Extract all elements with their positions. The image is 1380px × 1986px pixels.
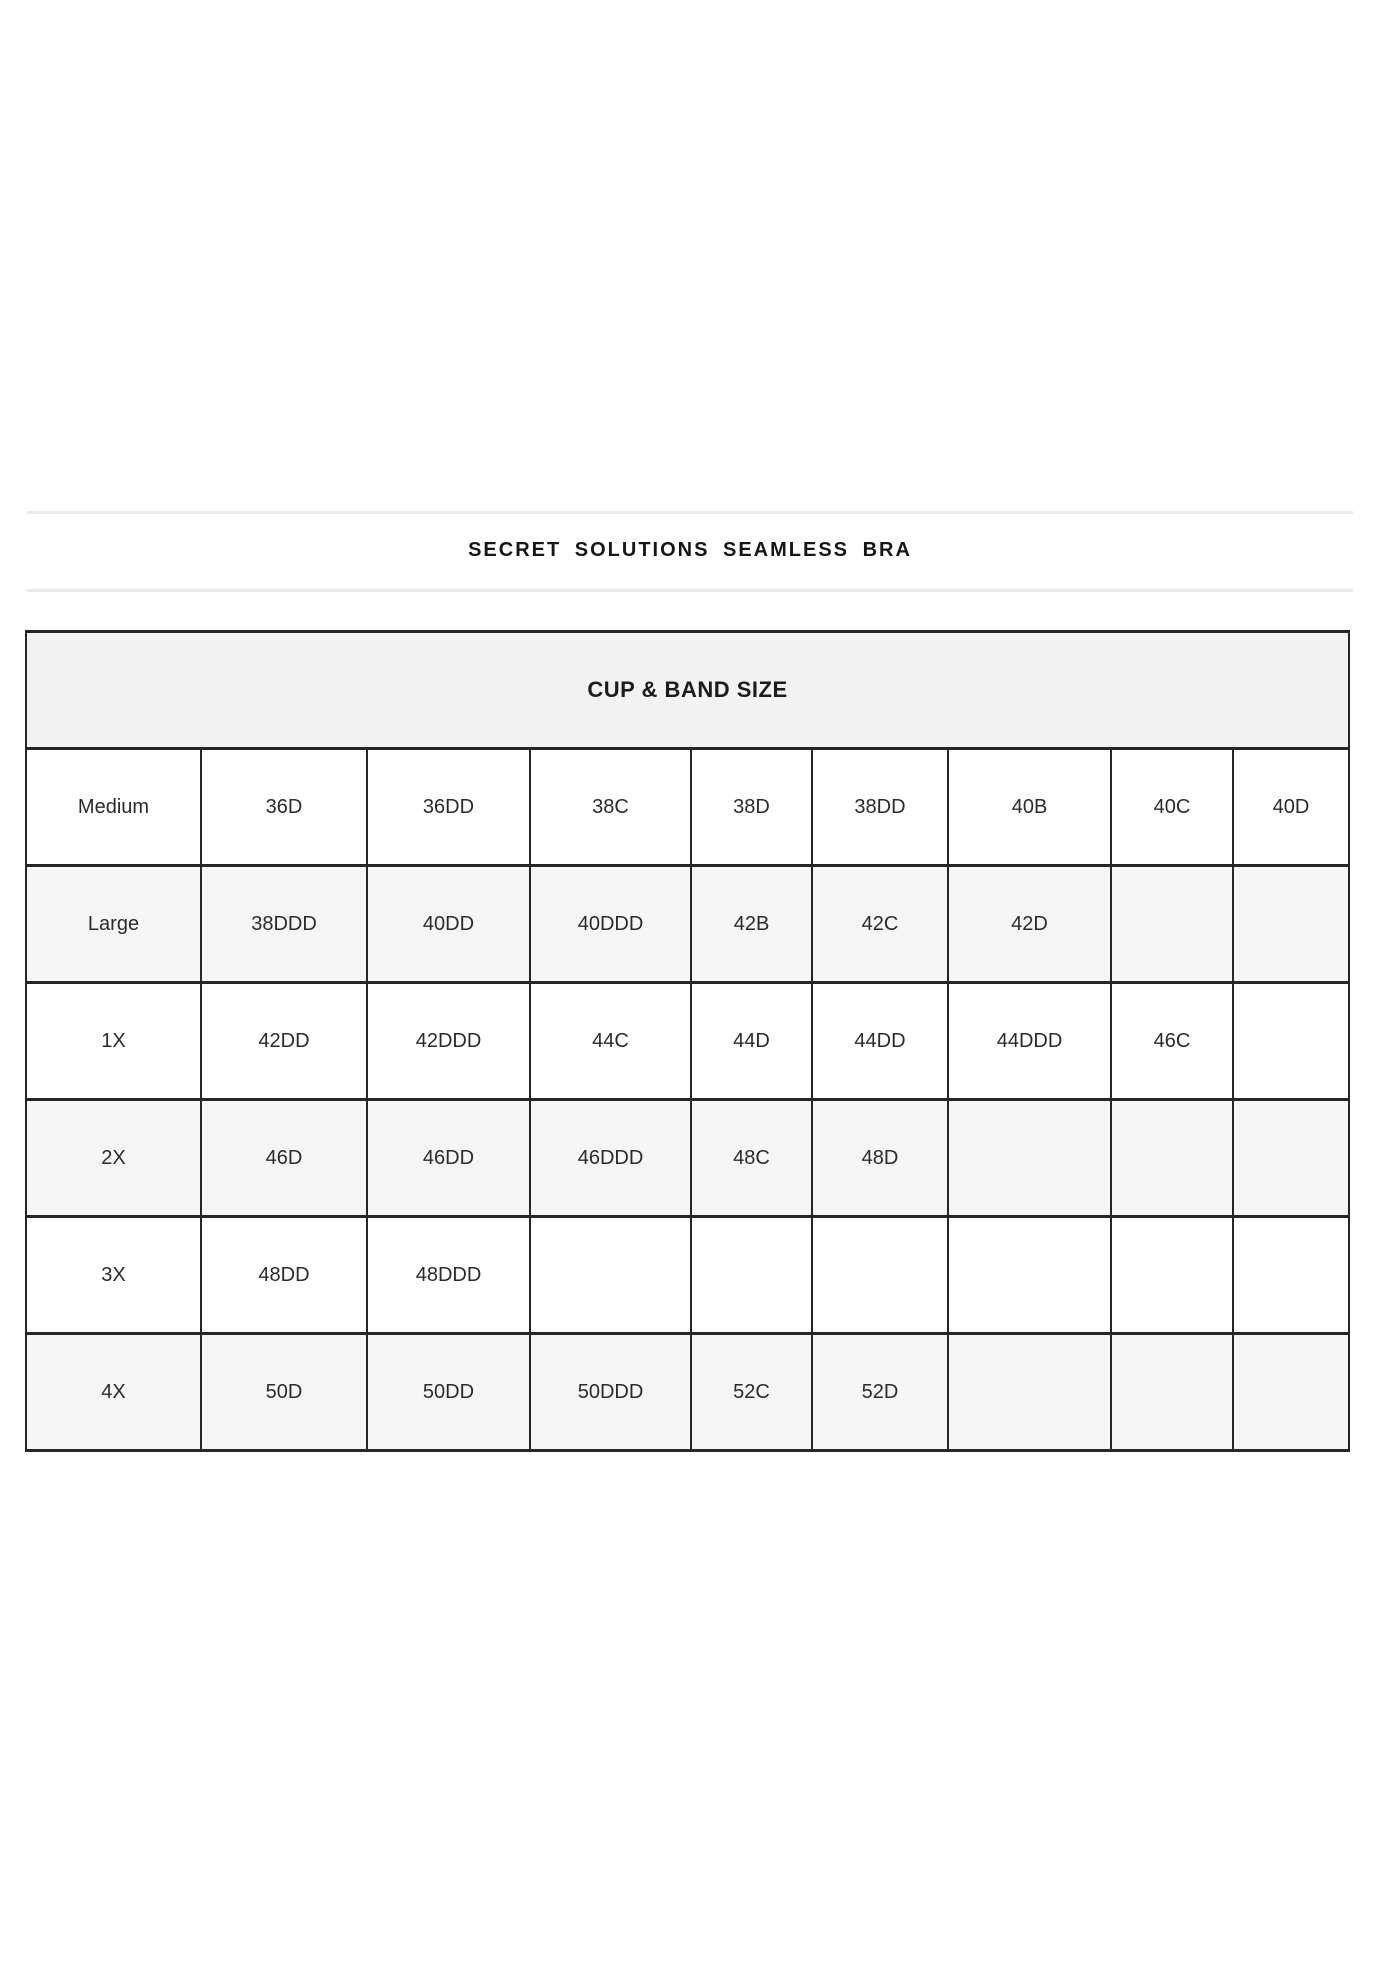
size-cell	[691, 1217, 812, 1334]
size-cell: 36D	[201, 749, 367, 866]
size-cell: 44DD	[812, 983, 948, 1100]
size-cell	[1111, 1217, 1233, 1334]
size-cell: 42C	[812, 866, 948, 983]
size-cell	[948, 1217, 1111, 1334]
table-row-2x	[26, 1100, 1349, 1217]
size-cell: 52C	[691, 1334, 812, 1451]
table-row-large	[26, 866, 1349, 983]
product-title: SECRET SOLUTIONS SEAMLESS BRA	[468, 539, 912, 561]
table-row-4x	[26, 1334, 1349, 1451]
size-cell	[948, 1100, 1111, 1217]
size-cell: 36DD	[367, 749, 530, 866]
size-row-label: 3X	[26, 1217, 201, 1334]
size-row-label: Medium	[26, 749, 201, 866]
table-header-row	[26, 632, 1349, 749]
size-row-label: 1X	[26, 983, 201, 1100]
size-cell: 52D	[812, 1334, 948, 1451]
size-cell: 50D	[201, 1334, 367, 1451]
size-cell: 38D	[691, 749, 812, 866]
size-cell: 40DD	[367, 866, 530, 983]
size-cell	[530, 1217, 691, 1334]
size-cell	[1111, 1334, 1233, 1451]
size-cell: 46D	[201, 1100, 367, 1217]
size-cell: 42DDD	[367, 983, 530, 1100]
size-cell	[1233, 1334, 1349, 1451]
size-cell: 44DDD	[948, 983, 1111, 1100]
size-cell: 42D	[948, 866, 1111, 983]
size-cell	[812, 1217, 948, 1334]
size-cell	[1111, 866, 1233, 983]
size-cell: 40D	[1233, 749, 1349, 866]
size-cell	[948, 1334, 1111, 1451]
size-cell: 40B	[948, 749, 1111, 866]
table-row-medium	[26, 749, 1349, 866]
size-cell: 42B	[691, 866, 812, 983]
size-cell	[1233, 1100, 1349, 1217]
size-cell: 50DDD	[530, 1334, 691, 1451]
size-cell	[1233, 1217, 1349, 1334]
table-row-3x	[26, 1217, 1349, 1334]
size-chart-table	[25, 630, 1350, 1452]
size-cell: 50DD	[367, 1334, 530, 1451]
size-cell: 48D	[812, 1100, 948, 1217]
size-chart-header: CUP & BAND SIZE	[26, 632, 1349, 749]
size-row-label: Large	[26, 866, 201, 983]
size-row-label: 2X	[26, 1100, 201, 1217]
size-cell: 42DD	[201, 983, 367, 1100]
size-cell: 38DD	[812, 749, 948, 866]
size-cell: 44D	[691, 983, 812, 1100]
size-cell: 46DD	[367, 1100, 530, 1217]
size-cell	[1111, 1100, 1233, 1217]
size-cell: 48C	[691, 1100, 812, 1217]
size-row-label: 4X	[26, 1334, 201, 1451]
size-cell: 48DD	[201, 1217, 367, 1334]
size-cell: 46DDD	[530, 1100, 691, 1217]
size-cell: 40C	[1111, 749, 1233, 866]
size-cell: 38C	[530, 749, 691, 866]
divider-line-top	[27, 511, 1353, 514]
size-cell: 48DDD	[367, 1217, 530, 1334]
size-cell	[1233, 866, 1349, 983]
size-cell: 44C	[530, 983, 691, 1100]
size-cell: 40DDD	[530, 866, 691, 983]
size-cell: 46C	[1111, 983, 1233, 1100]
table-row-1x	[26, 983, 1349, 1100]
size-cell: 38DDD	[201, 866, 367, 983]
divider-line-bottom	[27, 589, 1353, 592]
size-cell	[1233, 983, 1349, 1100]
